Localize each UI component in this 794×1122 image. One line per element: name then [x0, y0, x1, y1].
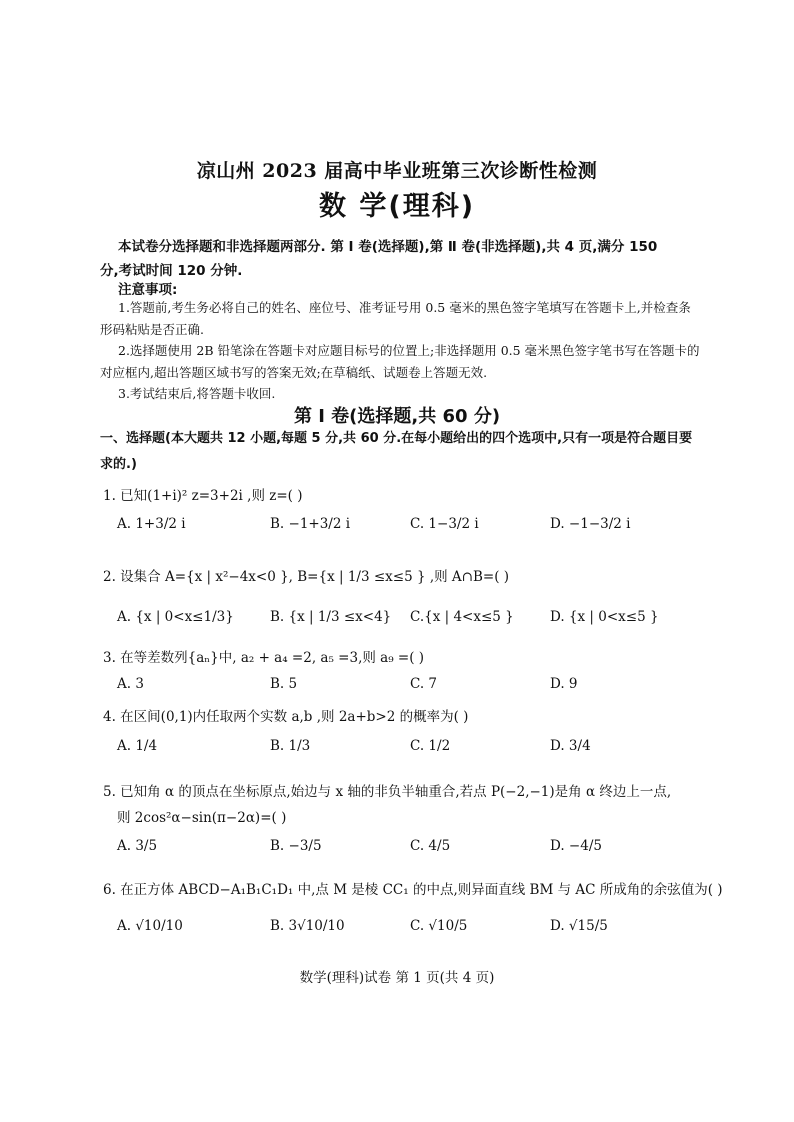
option-d: D. −4/5: [550, 838, 602, 854]
option-d: D. 3/4: [550, 738, 591, 754]
question-6-options: [117, 918, 717, 948]
option-c: C. 7: [410, 676, 438, 692]
intro-paragraph: [100, 235, 700, 283]
subject-title: 数 学(理科): [318, 191, 476, 222]
notice-list: [100, 297, 700, 405]
question-4-stem: 4. 在区间(0,1)内任取两个实数 a,b ,则 2a+b>2 的概率为( ): [103, 709, 469, 725]
option-d: D. −1−3/2 i: [550, 516, 631, 532]
section-description: 一、选择题(本大题共 12 小题,每题 5 分,共 60 分.在每小题给出的四个选项中,只有一项是符合题目要求的.): [100, 431, 693, 472]
option-a: A. 3: [117, 676, 144, 692]
question-2-stem: 2. 设集合 A={x | x²−4x<0 }, B={x | 1/3 ≤x≤5 } ,则 A∩B=( ): [103, 569, 510, 585]
intro-line-1: 本试卷分选择题和非选择题两部分. 第 Ⅰ 卷(选择题),第 Ⅱ 卷(非选择题),共 4 页,满分 150: [118, 239, 658, 255]
question-1-stem: 1. 已知(1+i)² z=3+2i ,则 z=( ): [103, 488, 303, 504]
question-3-stem: 3. 在等差数列{aₙ}中, a₂ + a₄ =2, a₅ =3,则 a₉ =( ): [103, 650, 425, 666]
option-c: C. 1/2: [410, 738, 451, 754]
question-5-stem-cont: 则 2cos²α−sin(π−2α)=( ): [117, 810, 287, 826]
option-d: D. {x | 0<x≤5 }: [550, 609, 659, 625]
notice-title: 注意事项:: [118, 282, 178, 298]
question-2-options: [117, 609, 717, 639]
section-title: 第 Ⅰ 卷(选择题,共 60 分): [293, 406, 501, 427]
option-d: D. √15/5: [550, 918, 608, 934]
option-b: B. 3√10/10: [270, 918, 345, 934]
option-a: A. 1/4: [117, 738, 158, 754]
option-b: B. 5: [270, 676, 298, 692]
intro-line-2: 分,考试时间 120 分钟.: [100, 263, 243, 279]
option-a: A. √10/10: [117, 918, 183, 934]
option-d: D. 9: [550, 676, 578, 692]
notice-item: 1.答题前,考生务必将自己的姓名、座位号、准考证号用 0.5 毫米的黑色签字笔填写在答题卡上,并检查条形码粘贴是否正确.: [100, 300, 691, 337]
question-5-stem: 5. 已知角 α 的顶点在坐标原点,始边与 x 轴的非负半轴重合,若点 P(−2,−1)是角 α 终边上一点,: [103, 784, 672, 800]
page-footer: 数学(理科)试卷 第 1 页(共 4 页): [299, 970, 495, 986]
question-6-stem: 6. 在正方体 ABCD−A₁B₁C₁D₁ 中,点 M 是棱 CC₁ 的中点,则异面直线 BM 与 AC 所成角的余弦值为( ): [103, 882, 723, 898]
notice-item: 3.考试结束后,将答题卡收回.: [118, 386, 276, 401]
option-b: B. {x | 1/3 ≤x<4}: [270, 609, 392, 625]
option-b: B. 1/3: [270, 738, 311, 754]
option-a: A. 3/5: [117, 838, 158, 854]
option-b: B. −3/5: [270, 838, 322, 854]
option-a: A. {x | 0<x≤1/3}: [117, 609, 234, 625]
question-5-options: [117, 838, 717, 868]
option-b: B. −1+3/2 i: [270, 516, 351, 532]
notice-item: 2.选择题使用 2B 铅笔涂在答题卡对应题目标号的位置上;非选择题用 0.5 毫米黑色签字笔书写在答题卡的对应框内,超出答题区域书写的答案无效;在草稿纸、试题卷上答题无效.: [100, 343, 700, 380]
option-c: C. 4/5: [410, 838, 451, 854]
question-4-options: [117, 738, 717, 768]
option-c: C.{x | 4<x≤5 }: [410, 609, 514, 625]
exam-title: 凉山州 2023 届高中毕业班第三次诊断性检测: [196, 160, 598, 182]
option-c: C. √10/5: [410, 918, 468, 934]
question-3-options: [117, 676, 717, 706]
option-a: A. 1+3/2 i: [117, 516, 186, 532]
question-1-options: [117, 516, 717, 546]
option-c: C. 1−3/2 i: [410, 516, 479, 532]
